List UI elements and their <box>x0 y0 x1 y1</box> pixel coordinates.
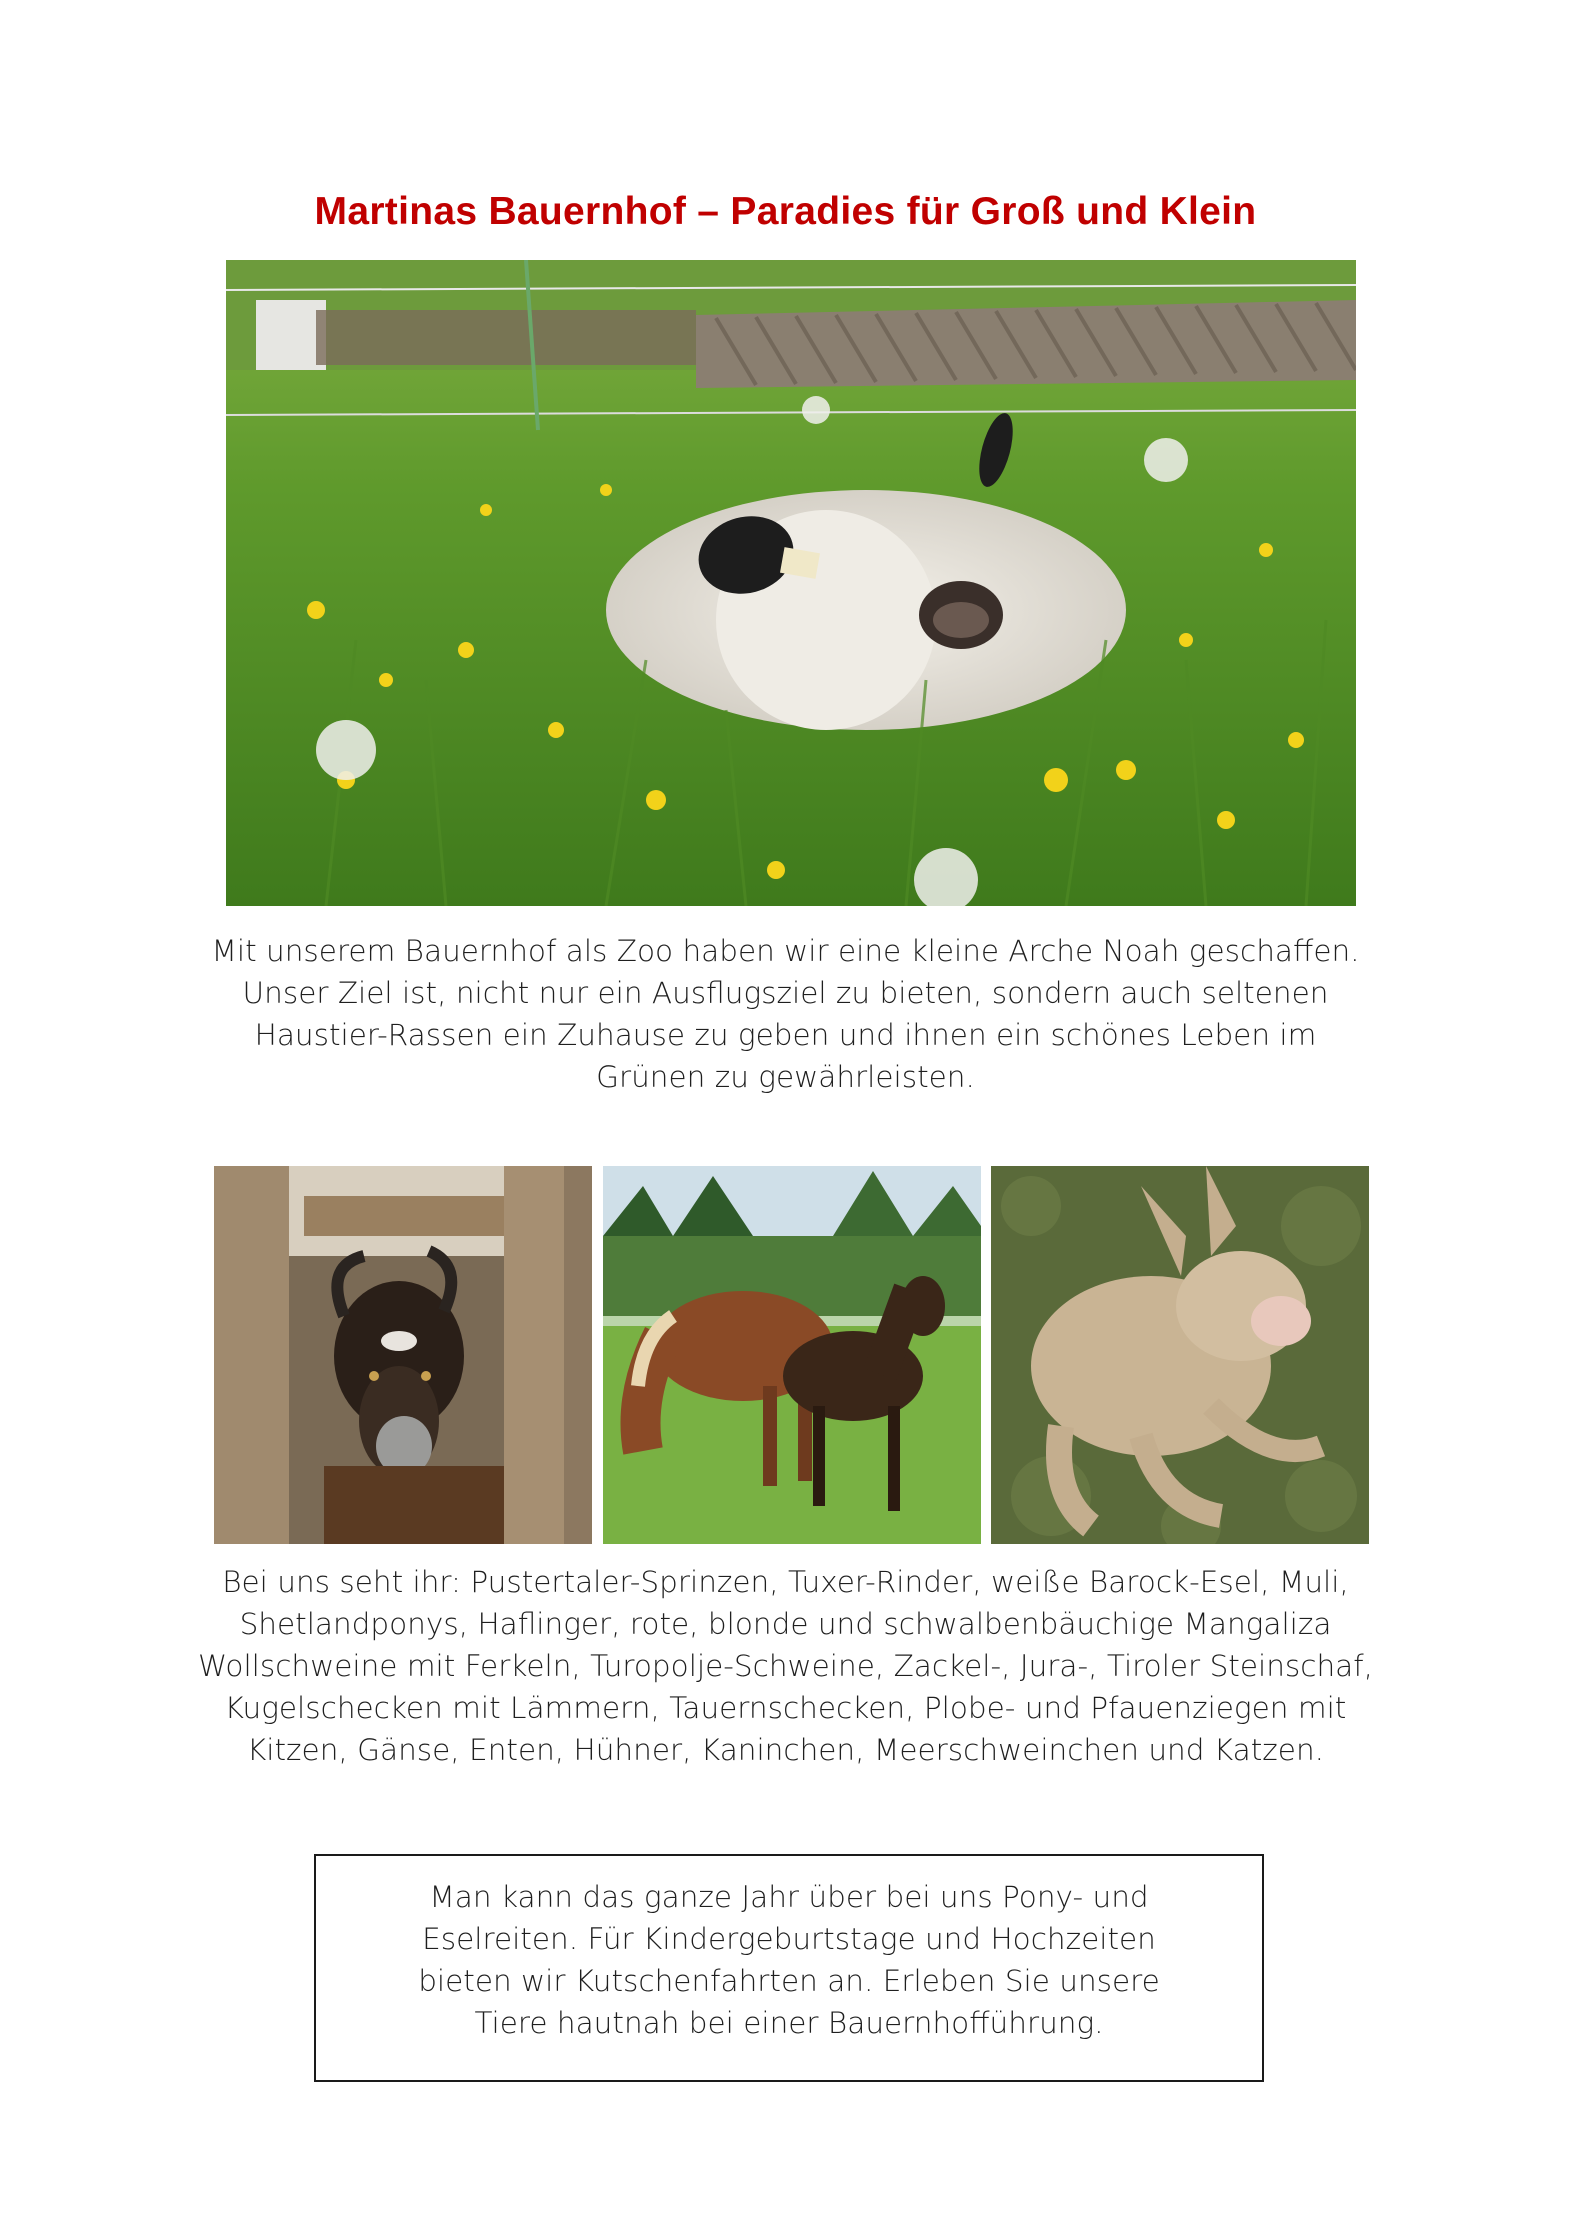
animals-line: Kugelschecken mit Lämmern, Tauernschecken, Plobe- und Pfauenziegen mit <box>224 1691 1347 1725</box>
activities-paragraph <box>316 1856 1262 2044</box>
horse-and-foal-photo <box>603 1166 981 1544</box>
activities-box <box>314 1854 1264 2082</box>
activities-line: bieten wir Kutschenfahrten an. Erleben Sie unsere <box>418 1964 1160 1998</box>
animals-paragraph <box>0 1561 1571 1771</box>
page-title: Martinas Bauernhof – Paradies für Groß und Klein <box>314 190 1257 233</box>
intro-paragraph <box>0 930 1571 1098</box>
intro-line: Haustier-Rassen ein Zuhause zu geben und ihnen ein schönes Leben im <box>254 1018 1317 1052</box>
activities-line: Man kann das ganze Jahr über bei uns Pony- und <box>429 1880 1149 1914</box>
activities-line: Eselreiten. Für Kindergeburtstage und Hochzeiten <box>422 1922 1156 1956</box>
activities-line: Tiere hautnah bei einer Bauernhofführung. <box>474 2006 1104 2040</box>
cow-in-meadow-photo <box>226 260 1356 906</box>
donkey-foal-photo <box>991 1166 1369 1544</box>
intro-line: Unser Ziel ist, nicht nur ein Ausflugsziel zu bieten, sondern auch seltenen <box>242 976 1329 1010</box>
animals-line: Kitzen, Gänse, Enten, Hühner, Kaninchen, Meerschweinchen und Katzen. <box>246 1733 1325 1767</box>
animals-line: Bei uns seht ihr: Pustertaler-Sprinzen, Tuxer-Rinder, weiße Barock-Esel, Muli, <box>222 1565 1349 1599</box>
intro-line: Mit unserem Bauernhof als Zoo haben wir eine kleine Arche Noah geschaffen. <box>211 934 1360 968</box>
animals-line: Shetlandponys, Haflinger, rote, blonde und schwalbenbäuchige Mangaliza <box>239 1607 1332 1641</box>
intro-line: Grünen zu gewährleisten. <box>596 1060 975 1094</box>
animals-line: Wollschweine mit Ferkeln, Turopolje-Schweine, Zackel-, Jura-, Tiroler Steinschaf, <box>197 1649 1374 1683</box>
goat-photo <box>214 1166 592 1544</box>
